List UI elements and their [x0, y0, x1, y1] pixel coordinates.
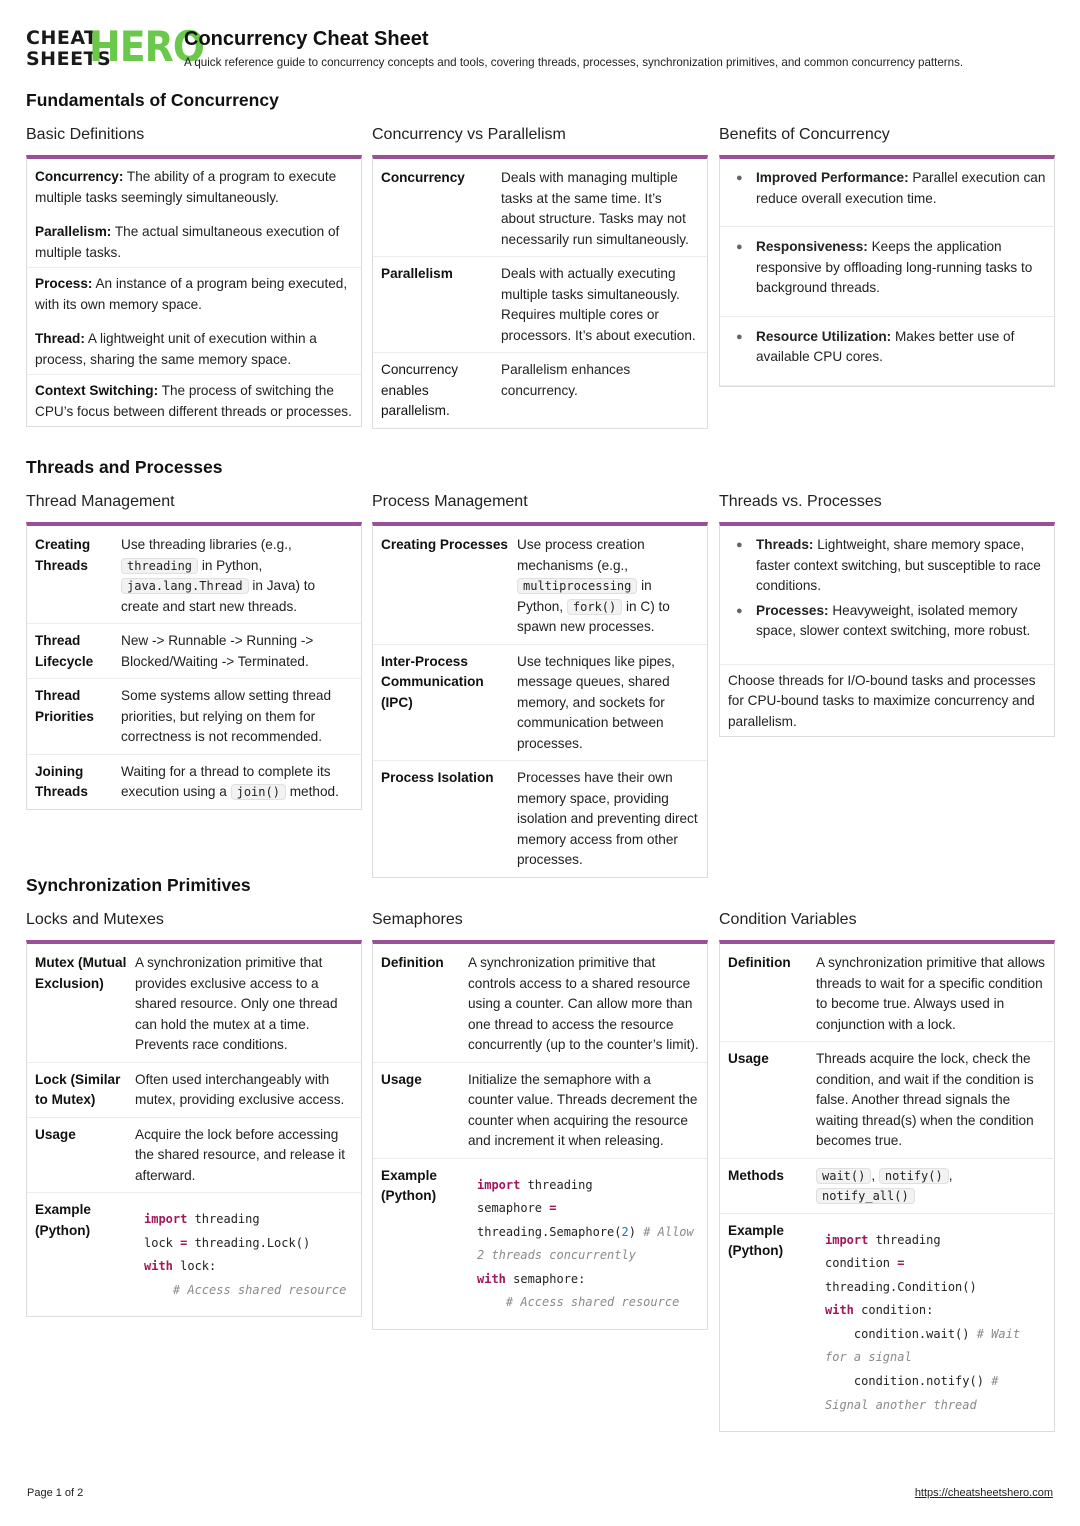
list-item: ● Threads: Lightweight, share memory space, faster context switching, but susceptible to race conditions. — [736, 537, 1041, 593]
card-condvars — [719, 940, 1055, 1432]
card-title-conc-vs-par: Concurrency vs Parallelism — [372, 126, 566, 143]
list-item: ● Responsiveness: Keeps the application responsive by offloading long-running tasks to background threads. — [720, 227, 1054, 317]
page-title: Concurrency Cheat Sheet — [184, 28, 429, 50]
card-title-locks: Locks and Mutexes — [26, 911, 164, 928]
card-basic-definitions — [26, 155, 362, 427]
card-thread-mgmt — [26, 522, 362, 810]
cheatsheetshero-logo[interactable] — [26, 22, 205, 72]
table-row: Example (Python) import threading semaphore = threading.Semaphore(2) # Allow 2 threads concurrently with semaphore: # Access shared resource — [373, 1159, 707, 1330]
code-block: import threading semaphore = threading.Semaphore(2) # Allow 2 threads concurrently with semaphore: # Access shared resource — [477, 1177, 701, 1310]
table-row: Usage Initialize the semaphore with a counter value. Threads decrement the counter when acquiring the resource and increment it when releasing. — [373, 1063, 707, 1159]
code-notify-all: notify_all() — [816, 1188, 915, 1204]
card-benefits — [719, 155, 1055, 387]
logo-word-hero: HERO — [89, 22, 205, 71]
code-fork: fork() — [567, 599, 622, 615]
table-row: Example (Python) import threading condition = threading.Condition() with condition: condition.wait() # Wait for a signal condition.notify() # Signal another thread — [720, 1214, 1054, 1432]
code-java-thread: java.lang.Thread — [121, 578, 249, 594]
logo-word-cheat: CHEAT — [26, 27, 98, 49]
table-row: Joining Threads Waiting for a thread to complete its execution using a join() method. — [35, 763, 339, 799]
card-threads-vs-proc — [719, 522, 1055, 737]
card-title-semaphores: Semaphores — [372, 911, 463, 928]
table-row: Definition A synchronization primitive that allows threads to wait for a specific condition to become true. Always used in conjunction with a lock. — [720, 944, 1054, 1042]
card-process-mgmt — [372, 522, 708, 878]
card-title-thread-mgmt: Thread Management — [26, 493, 175, 510]
table-row: Concurrency Deals with managing multiple tasks at the same time. It’s about structure. Tasks may not necessarily run simultaneously. — [373, 159, 707, 257]
page-subtitle: A quick reference guide to concurrency concepts and tools, covering threads, processes, synchronization primitives, and common concurrency patterns. — [184, 56, 964, 69]
table-row: Example (Python) import threading lock = threading.Lock() with lock: # Access shared resource — [27, 1193, 361, 1316]
definition-item: Concurrency: The ability of a program to execute multiple tasks seemingly simultaneously. — [35, 169, 337, 205]
table-row: Concurrency enables parallelism. Parallelism enhances concurrency. — [381, 362, 631, 418]
section-title-fundamentals: Fundamentals of Concurrency — [26, 90, 279, 110]
logo-word-sheets: SHEETS — [26, 48, 112, 70]
card-title-benefits: Benefits of Concurrency — [719, 126, 890, 143]
list-item: ● Improved Performance: Parallel execution can reduce overall execution time. — [720, 159, 1054, 227]
code-block: import threading lock = threading.Lock() with lock: # Access shared resource — [144, 1212, 347, 1297]
site-link[interactable]: https://cheatsheetshero.com — [914, 1487, 1053, 1499]
definition-item: Context Switching: The process of switching the CPU’s focus between different threads or processes. — [35, 383, 352, 419]
card-semaphores — [372, 940, 708, 1330]
card-title-threads-vs-proc: Threads vs. Processes — [719, 493, 882, 510]
code-block: import threading condition = threading.Condition() with condition: condition.wait() # Wait for a signal condition.notify() # Signal another thread — [825, 1232, 1028, 1412]
table-row: Process Isolation Processes have their own memory space, providing isolation and preventing direct memory access from other processes. — [381, 770, 698, 867]
table-row: Lock (Similar to Mutex) Often used interchangeably with mutex, providing exclusive access. — [27, 1063, 361, 1118]
card-title-process-mgmt: Process Management — [372, 493, 528, 510]
card-title-condvars: Condition Variables — [719, 911, 857, 928]
code-notify: notify() — [879, 1168, 949, 1184]
table-row: Parallelism Deals with actually executing multiple tasks simultaneously. Requires multiple cores or processors. It’s about execution. — [373, 257, 707, 353]
header — [26, 22, 1056, 76]
section-title-sync: Synchronization Primitives — [26, 875, 251, 895]
table-row: Usage Acquire the lock before accessing the shared resource, and release it afterward. — [27, 1118, 361, 1194]
table-row: Methods wait() , notify() , notify_all() — [720, 1159, 1054, 1214]
card-conc-vs-par — [372, 155, 708, 429]
table-row: Thread Lifecycle New -> Runnable -> Running -> Blocked/Waiting -> Terminated. — [27, 624, 361, 679]
table-row: Creating Threads Use threading libraries (e.g., threading in Python, java.lang.Thread in Java) to create and start new threads. — [27, 526, 361, 624]
code-threading: threading — [121, 558, 198, 574]
definition-item: Thread: A lightweight unit of execution within a process, sharing the same memory space. — [27, 319, 361, 375]
list-item: ● Processes: Heavyweight, isolated memory space, slower context switching, more robust. — [720, 599, 1054, 665]
code-join: join() — [231, 784, 286, 800]
code-multiprocessing: multiprocessing — [517, 578, 637, 594]
table-row: Creating Processes Use process creation mechanisms (e.g., multiprocessing in Python, fork() in C) to spawn new processes. — [373, 526, 707, 645]
table-row: Thread Priorities Some systems allow setting thread priorities, but relying on them for correctness is not recommended. — [27, 679, 361, 755]
table-row: Usage Threads acquire the lock, check the condition, and wait if the condition is false. Another thread signals the waiting thread(s) when the condition becomes true. — [720, 1042, 1054, 1159]
card-title-basic-definitions: Basic Definitions — [26, 126, 145, 143]
note-text: Choose threads for I/O-bound tasks and processes for CPU-bound tasks to maximize concurrency and parallelism. — [728, 672, 1036, 729]
list-item: ● Resource Utilization: Makes better use of available CPU cores. — [720, 317, 1054, 386]
page-number: Page 1 of 2 — [27, 1487, 84, 1499]
table-row: Mutex (Mutual Exclusion) A synchronization primitive that provides exclusive access to a shared resource. Only one thread can hold the mutex at a time. Prevents race conditions. — [27, 944, 361, 1063]
table-row: Inter-Process Communication (IPC) Use techniques like pipes, message queues, shared memory, and sockets for communication between processes. — [373, 645, 707, 762]
table-row: Definition A synchronization primitive that controls access to a shared resource using a counter. Can allow more than one thread to access the resource concurrently (up to the counter’s limit). — [373, 944, 707, 1063]
definition-item: Parallelism: The actual simultaneous execution of multiple tasks. — [27, 212, 361, 268]
definition-item: Process: An instance of a program being executed, with its own memory space. — [35, 276, 348, 312]
code-wait: wait() — [816, 1168, 871, 1184]
section-title-threads: Threads and Processes — [26, 457, 223, 477]
card-locks — [26, 940, 362, 1317]
